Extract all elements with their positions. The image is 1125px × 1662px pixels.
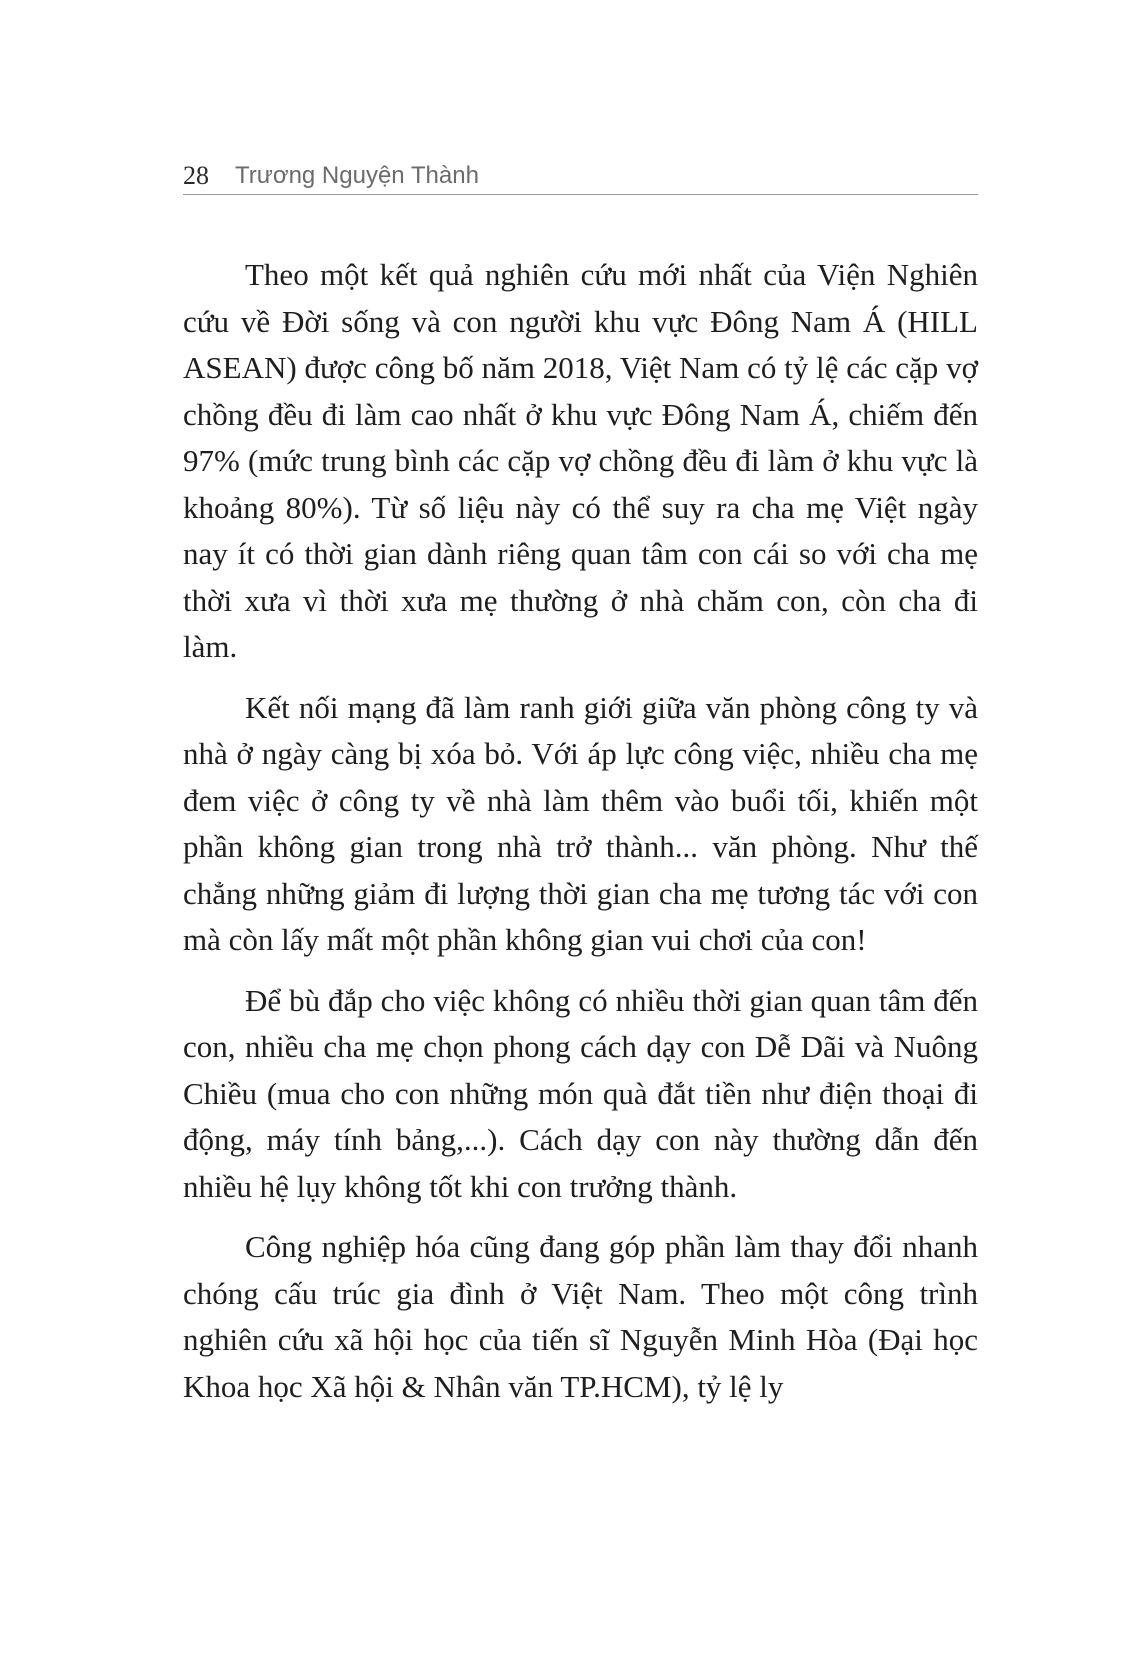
body-text bbox=[183, 252, 978, 1424]
page-number: 28 bbox=[183, 161, 209, 190]
paragraph-3: Để bù đắp cho việc không có nhiều thời gian quan tâm đến con, nhiều cha mẹ chọn phong cách dạy con Dễ Dãi và Nuông Chiều (mua cho con những món quà đắt tiền như điện thoại đi động, máy tính bảng,...). Cách dạy con này thường dẫn đến nhiều hệ lụy không tốt khi con trưởng thành. bbox=[183, 982, 978, 1204]
paragraph-1: Theo một kết quả nghiên cứu mới nhất của Viện Nghiên cứu về Đời sống và con người khu vực Đông Nam Á (HILL ASEAN) được công bố năm 2018, Việt Nam có tỷ lệ các cặp vợ chồng đều đi làm cao nhất ở khu vực Đông Nam Á, chiếm đến 97% (mức trung bình các cặp vợ chồng đều đi làm ở khu vực là khoảng 80%). Từ số liệu này có thể suy ra cha mẹ Việt ngày nay ít có thời gian dành riêng quan tâm con cái so với cha mẹ thời xưa vì thời xưa mẹ thường ở nhà chăm con, còn cha đi làm. bbox=[183, 257, 978, 664]
paragraph-2: Kết nối mạng đã làm ranh giới giữa văn phòng công ty và nhà ở ngày càng bị xóa bỏ. Với áp lực công việc, nhiều cha mẹ đem việc ở công ty về nhà làm thêm vào buổi tối, khiến một phần không gian trong nhà trở thành... văn phòng. Như thế chẳng những giảm đi lượng thời gian cha mẹ tương tác với con mà còn lấy mất một phần không gian vui chơi của con! bbox=[183, 689, 978, 957]
author-name: Trương Nguyện Thành bbox=[235, 162, 479, 189]
paragraph-4: Công nghiệp hóa cũng đang góp phần làm thay đổi nhanh chóng cấu trúc gia đình ở Việt Nam. Theo một công trình nghiên cứu xã hội học của tiến sĩ Nguyễn Minh Hòa (Đại học Khoa học Xã hội & Nhân văn TP.HCM), tỷ lệ ly bbox=[183, 1229, 978, 1404]
running-header bbox=[183, 158, 978, 195]
